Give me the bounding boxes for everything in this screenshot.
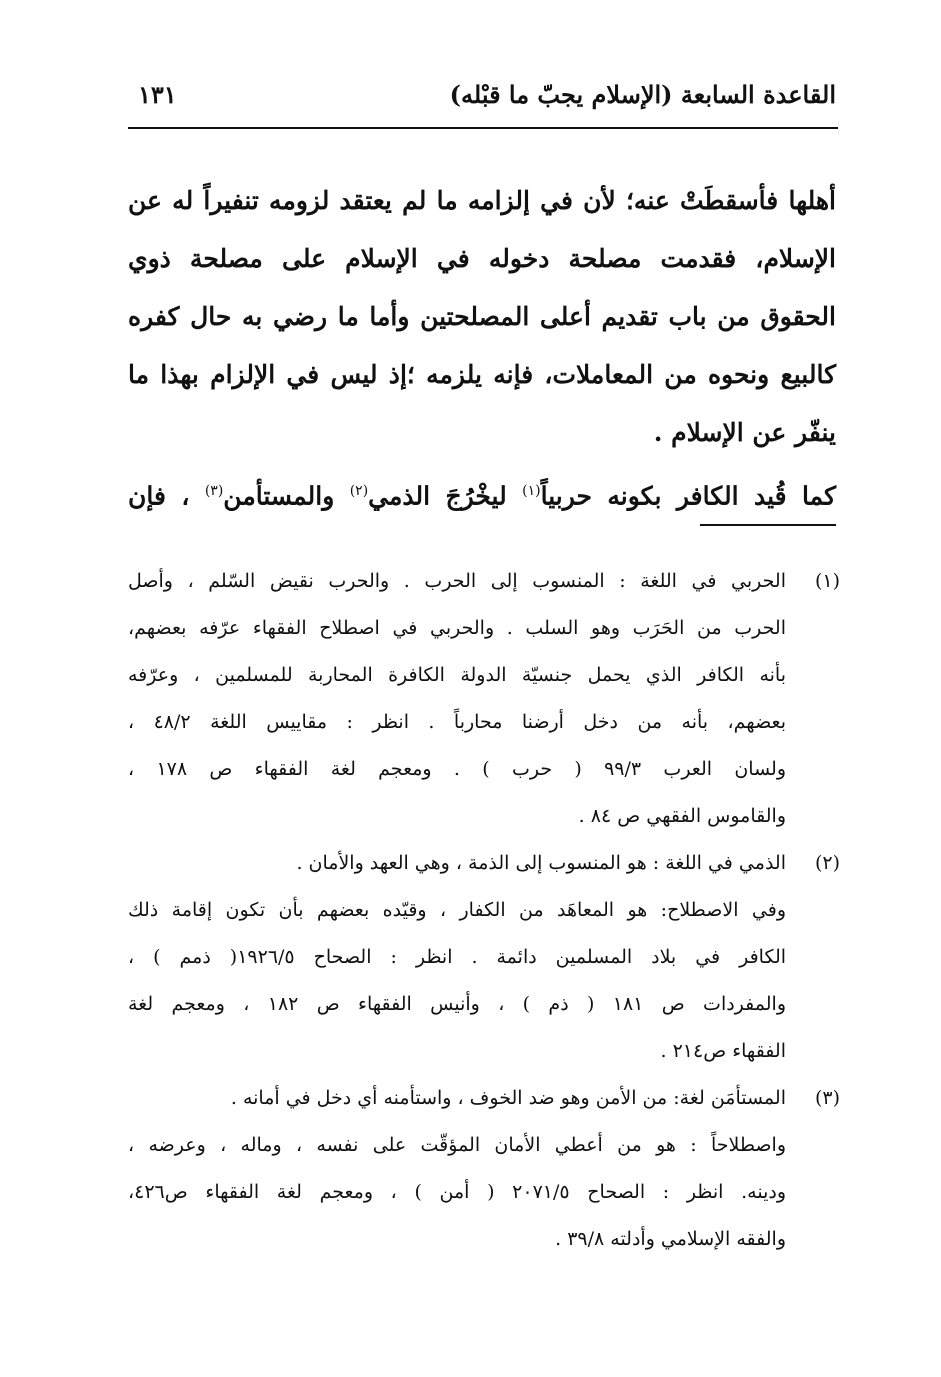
footnote-text: المستأمَن لغة: من الأمن وهو ضد الخوف ، واستأمنه أي دخل في أمانه . [230,1087,786,1109]
footnote-2-line: الكافر في بلاد المسلمين دائمة . انظر : الصحاح ١٩٢٦/٥( ذمم ) ، [128,946,787,968]
footnote-1-line: بعضهم، بأنه من دخل أرضنا محارباً . انظر : مقاييس اللغة ٤٨/٢ ، [128,711,786,733]
main-text [128,172,836,520]
footnote-2-line: وفي الاصطلاح: هو المعاهَد من الكفار ، وقيّده بعضهم بأن تكون إقامة ذلك [128,899,786,921]
running-header [128,78,836,122]
footnote-1-line: الحرب من الحَرَب وهو السلب . والحربي في اصطلاح الفقهاء عرّفه بعضهم، [128,617,786,639]
footnote-reference-2[interactable]: (٢) [349,483,369,499]
footnote-1-number: (١) [814,570,840,592]
header-divider [128,127,838,129]
footnote-3-number: (٣) [814,1087,840,1109]
body-line: أهلها فأسقطَتْ عنه؛ لأن في إلزامه ما لم يعتقد لزومه تنفيراً له عن [128,186,836,215]
footnote-2-line: الفقهاء ص٢١٤ . [660,1040,786,1062]
chapter-title: القاعدة السابعة (الإسلام يجبّ ما قبْله) [449,80,836,109]
body-text-segment: ليخْرُجَ الذمي [368,481,523,511]
body-text-segment: كما قُيد الكافر بكونه حربياً [540,481,836,511]
footnotes [128,558,840,1263]
body-line: ينفّر عن الإسلام . [653,418,836,447]
body-line-with-references [128,462,836,520]
footnote-1-line: بأنه الكافر الذي يحمل جنسيّة الدولة الكافرة المحاربة للمسلمين ، وعرّفه [128,664,786,686]
footnote-1-line [128,558,840,605]
footnote-1-line: والقاموس الفقهي ص ٨٤ . [578,805,786,827]
footnote-3-line: والفقه الإسلامي وأدلته ٣٩/٨ . [555,1228,786,1250]
footnote-2-line: والمفردات ص ١٨١ ( ذم ) ، وأنيس الفقهاء ص ١٨٢ ، ومعجم لغة [128,993,786,1015]
footnote-2-line [128,840,840,887]
footnote-divider [700,524,836,526]
body-line: كالبيع ونحوه من المعاملات، فإنه يلزمه ؛إذ ليس في الإلزام بهذا ما [128,360,836,389]
body-text-segment: والمستأمن [223,481,350,511]
body-text-segment: ، فإن [128,481,205,511]
footnote-text: الذمي في اللغة : هو المنسوب إلى الذمة ، وهي العهد والأمان . [296,852,786,874]
body-line: الإسلام، فقدمت مصلحة دخوله في الإسلام على مصلحة ذوي [128,244,836,273]
footnote-3-line: واصطلاحاً : هو من أعطي الأمان المؤقّت على نفسه ، وماله ، وعرضه ، [128,1134,786,1156]
footnote-1-line: ولسان العرب ٩٩/٣ ( حرب ) . ومعجم لغة الفقهاء ص ١٧٨ ، [128,758,786,780]
footnote-reference-1[interactable]: (١) [522,483,541,499]
page-number: ١٣١ [138,80,177,109]
footnote-3-line: ودينه. انظر : الصحاح ٢٠٧١/٥ ( أمن ) ، ومعجم لغة الفقهاء ص٤٢٦، [128,1181,786,1203]
footnote-reference-3[interactable]: (٣) [204,483,224,499]
body-line: الحقوق من باب تقديم أعلى المصلحتين وأما ما رضي به حال كفره [128,302,836,331]
footnote-text: الحربي في اللغة : المنسوب إلى الحرب . والحرب نقيض السّلم ، وأصل [128,570,786,592]
footnote-2-number: (٢) [814,852,840,874]
footnote-3-line [128,1075,840,1122]
